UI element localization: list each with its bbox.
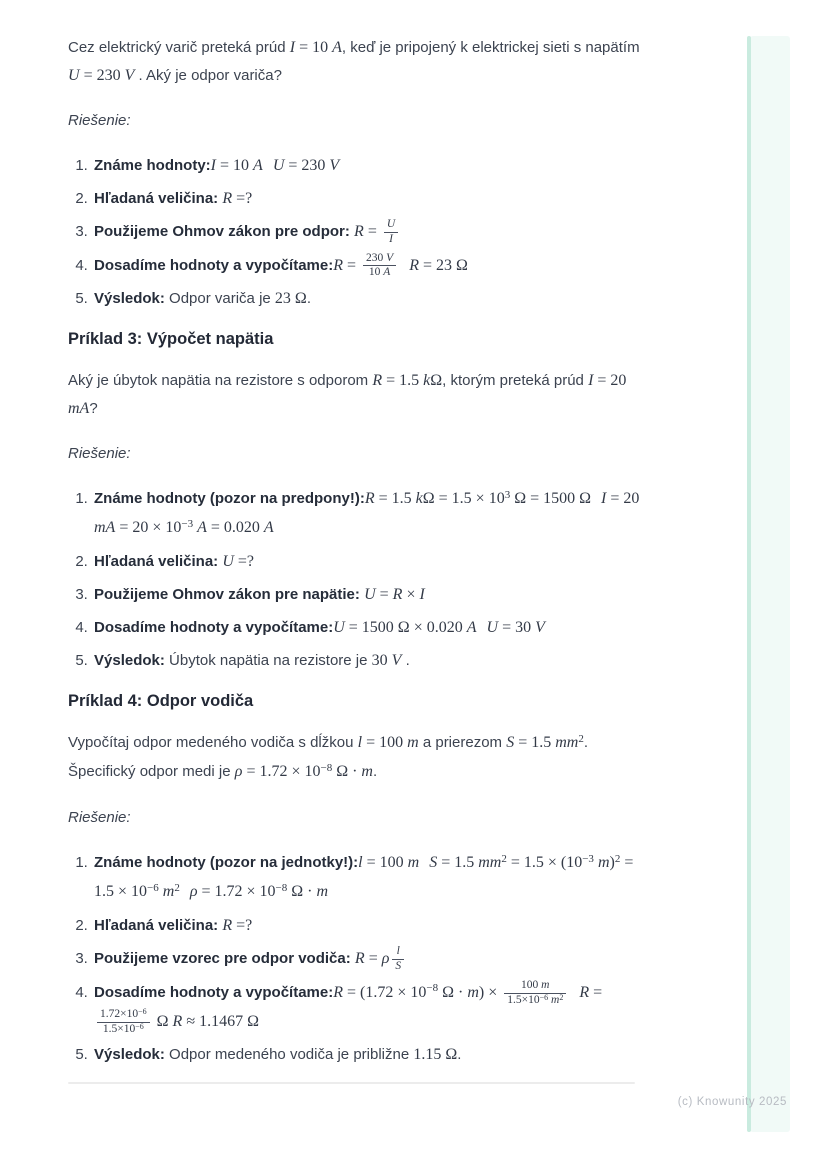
math-run: ≈ 1.1467 Ω — [182, 1012, 259, 1030]
math-run: Ω = 1.5 × 10 — [422, 490, 505, 508]
math-run: = 1.5 — [514, 734, 556, 752]
math-run: I — [210, 157, 216, 174]
math-run: R — [222, 917, 233, 935]
math-run: R — [172, 1012, 183, 1030]
paragraph — [68, 367, 640, 423]
math-run: R — [579, 983, 590, 1001]
text-run: , ktorým preteká prúd — [442, 372, 589, 390]
fraction — [363, 252, 396, 281]
fraction-denominator — [504, 994, 566, 1008]
math-run: l — [357, 734, 363, 752]
math-run: = 20 × 10 — [115, 519, 182, 537]
math-run: k — [423, 372, 431, 390]
math-run: = (1.72 × 10 — [343, 983, 427, 1001]
step-item — [92, 945, 640, 974]
math-run: mm — [555, 734, 579, 752]
step-item — [92, 979, 640, 1037]
math-run: m — [407, 854, 420, 872]
math-run: −3 — [582, 852, 594, 865]
math-run: I — [588, 372, 594, 390]
bold-text-run: Hľadaná veličina: — [94, 917, 223, 935]
math-run: R — [333, 256, 343, 274]
math-run: U — [222, 553, 234, 571]
math-run: Ω = 1500 Ω — [510, 490, 591, 508]
fraction-numerator — [97, 1008, 150, 1023]
solution-label — [68, 440, 640, 468]
math-run: 2 — [501, 852, 507, 865]
math-run: = — [589, 983, 603, 1001]
math-run: Ω · — [287, 883, 317, 901]
math-run: S — [395, 959, 402, 972]
steps-list — [68, 152, 640, 313]
math-run: = — [364, 950, 382, 968]
math-run: 2 — [578, 732, 584, 745]
math-run: 23 Ω — [274, 290, 307, 308]
math-run: 100 — [521, 978, 542, 991]
step-item — [92, 1041, 640, 1069]
math-run: −8 — [275, 881, 288, 894]
steps-list — [68, 849, 640, 1069]
math-run: I — [289, 39, 296, 56]
math-run: U — [364, 586, 376, 604]
math-run: =? — [232, 190, 253, 207]
document-content — [68, 34, 640, 1083]
math-run: 1.5×10 — [507, 993, 540, 1006]
math-run: mA — [94, 519, 116, 537]
math-run: A — [263, 519, 274, 537]
math-run: R — [333, 983, 343, 1001]
divider — [68, 1082, 635, 1084]
math-run: × — [402, 586, 420, 604]
example-heading — [68, 327, 640, 351]
math-run: = 1.72 × 10 — [197, 883, 276, 901]
footer-credit: (c) Knowunity 2025 — [677, 1096, 787, 1108]
math-run: =? — [232, 917, 253, 935]
text-run: Príklad 4: Odpor vodiča — [68, 692, 254, 711]
solution-label — [68, 107, 640, 135]
math-run: −6 — [147, 881, 159, 894]
math-run: k — [415, 490, 423, 508]
math-run: R — [364, 490, 375, 508]
step-item — [92, 581, 640, 609]
math-run: = 100 — [362, 734, 408, 752]
math-run: = 20 — [593, 372, 627, 390]
bold-text-run: Použijeme Ohmov zákon pre odpor: — [94, 223, 355, 241]
math-run: R — [354, 223, 364, 241]
step-item — [92, 647, 640, 675]
math-run: I — [601, 490, 607, 508]
text-run: Riešenie: — [68, 445, 131, 463]
math-run: V — [535, 619, 545, 637]
math-run: mA — [68, 400, 90, 418]
paragraph — [68, 34, 640, 90]
text-run: . Aký je odpor variča? — [134, 67, 282, 84]
math-run: R — [354, 950, 365, 968]
math-run: = 230 — [284, 157, 330, 174]
step-item — [92, 548, 640, 576]
math-run: = 1.5 × 10 — [94, 854, 634, 901]
math-run: m — [597, 854, 610, 872]
math-run: A — [253, 157, 263, 174]
step-item — [92, 849, 640, 907]
math-run: = 1.5 — [437, 854, 479, 872]
text-run: , keď je pripojený k elektrickej sieti s napätím — [341, 39, 640, 56]
math-run: 1.5×10 — [102, 1022, 136, 1035]
example-heading — [68, 689, 640, 713]
text-run: Príklad 3: Výpočet napätia — [68, 330, 274, 349]
math-run: = — [363, 223, 381, 241]
math-run: Ω — [430, 372, 443, 390]
text-run: . — [372, 763, 378, 781]
fraction-numerator — [504, 979, 566, 994]
step-item — [92, 614, 640, 642]
math-run: A — [383, 266, 391, 279]
fraction — [504, 979, 566, 1008]
bold-text-run: Výsledok: — [94, 652, 170, 670]
math-run: −8 — [320, 761, 333, 774]
text-run: Riešenie: — [68, 809, 131, 827]
math-run: = 1.5 × — [506, 854, 561, 872]
math-run: I — [389, 232, 393, 245]
math-run: 3 — [504, 488, 511, 501]
math-run: V — [124, 67, 135, 84]
math-run: 2 — [174, 881, 180, 894]
math-run: l — [396, 945, 400, 958]
math-run: U — [68, 67, 80, 84]
bold-text-run: Známe hodnoty: — [94, 157, 211, 174]
math-run: S — [506, 734, 515, 752]
step-item — [92, 285, 640, 313]
math-run: m — [467, 983, 479, 1001]
math-run: ) × — [478, 983, 502, 1001]
step-item — [92, 485, 640, 543]
math-run: (10 — [560, 854, 583, 872]
text-run: . Špecifický odpor medi je — [68, 734, 589, 781]
math-run: m — [541, 978, 550, 991]
math-run: = 230 — [79, 67, 125, 84]
step-item — [92, 152, 640, 180]
fraction-numerator — [384, 218, 398, 233]
math-run: V — [391, 652, 402, 670]
text-run: Odpor variča je — [169, 290, 275, 308]
step-item — [92, 912, 640, 940]
math-run: = 10 — [216, 157, 254, 174]
math-run: U — [486, 619, 499, 637]
math-run: R — [222, 190, 233, 207]
math-run: m — [361, 763, 373, 781]
math-run: R — [392, 586, 403, 604]
bold-text-run: Hľadaná veličina: — [94, 553, 223, 571]
math-run: 30 — [371, 652, 392, 670]
math-run: 10 — [368, 266, 384, 279]
math-run: m — [407, 734, 419, 752]
step-item — [92, 252, 640, 281]
step-item — [92, 185, 640, 213]
text-run: Riešenie: — [68, 112, 131, 129]
bold-text-run: Dosadíme hodnoty a vypočítame: — [94, 619, 334, 637]
step-item — [92, 218, 640, 247]
bold-text-run: Známe hodnoty (pozor na jednotky!): — [94, 854, 359, 872]
text-run: ? — [89, 400, 98, 418]
fraction-numerator — [392, 945, 404, 960]
paragraph — [68, 729, 640, 787]
math-run: U — [386, 218, 396, 230]
bold-text-run: Dosadíme hodnoty a vypočítame: — [94, 256, 334, 274]
math-run: m — [162, 883, 175, 901]
math-run: A — [197, 519, 207, 537]
math-run: Ω · — [438, 983, 468, 1001]
math-run: Ω · — [332, 763, 362, 781]
text-run: . — [457, 1046, 462, 1064]
bold-text-run: Použijeme vzorec pre odpor vodiča: — [94, 950, 355, 968]
bold-text-run: Hľadaná veličina: — [94, 190, 223, 207]
math-run: mm — [478, 854, 502, 872]
text-run: Cez elektrický varič preteká prúd — [68, 39, 290, 56]
math-run: −3 — [181, 517, 194, 530]
math-run: U — [333, 619, 345, 637]
text-run: Odpor medeného vodiča je približne — [169, 1046, 414, 1064]
math-run: A — [466, 619, 477, 637]
math-run: −6 — [138, 1006, 147, 1016]
fraction-denominator — [392, 960, 404, 974]
bold-text-run: Dosadíme hodnoty a vypočítame: — [94, 983, 334, 1001]
text-run: Úbytok napätia na rezistore je — [169, 652, 372, 670]
math-run: −6 — [539, 992, 549, 1002]
steps-list — [68, 485, 640, 675]
accent-bar — [747, 36, 751, 1132]
text-run: a prierezom — [418, 734, 507, 752]
math-run: = — [343, 256, 361, 274]
bold-text-run: Známe hodnoty (pozor na predpony!): — [94, 490, 365, 508]
text-run: Aký je úbytok napätia na rezistore s odporom — [68, 372, 373, 390]
math-run: =? — [233, 553, 255, 571]
math-run: V — [386, 251, 394, 264]
math-run: R — [409, 256, 419, 274]
math-run: m — [551, 993, 560, 1006]
math-run: l — [358, 854, 363, 872]
math-run: = 1.5 — [374, 490, 416, 508]
math-run: −6 — [135, 1021, 144, 1031]
math-run: R — [372, 372, 383, 390]
math-run: = 1.5 — [382, 372, 424, 390]
math-run: I — [419, 586, 425, 604]
math-run: m — [316, 883, 329, 901]
math-run: = 100 — [362, 854, 408, 872]
fraction-numerator — [363, 252, 396, 267]
bold-text-run: Výsledok: — [94, 1046, 170, 1064]
math-run: −8 — [426, 982, 439, 995]
math-run: = 0.020 — [206, 519, 264, 537]
fraction-denominator — [363, 266, 396, 280]
math-run: V — [329, 157, 340, 174]
math-run: ρ — [234, 763, 243, 781]
math-run: ρ — [381, 950, 390, 968]
math-run: 1.72×10 — [100, 1007, 139, 1020]
bold-text-run: Použijeme Ohmov zákon pre napätie: — [94, 586, 365, 604]
text-run: Vypočítaj odpor medeného vodiča s dĺžkou — [68, 734, 358, 752]
math-run: = — [375, 586, 393, 604]
bold-text-run: Výsledok: — [94, 290, 170, 308]
solution-label — [68, 804, 640, 832]
fraction — [392, 945, 404, 974]
math-run: 2 — [559, 992, 564, 1002]
math-run: A — [332, 39, 342, 56]
math-run: = 10 — [295, 39, 333, 56]
accent-panel — [750, 36, 790, 1132]
math-run: = 23 Ω — [418, 256, 468, 274]
fraction — [97, 1008, 150, 1037]
fraction — [384, 218, 398, 247]
text-run: . — [401, 652, 410, 670]
math-run: ) — [609, 854, 615, 872]
math-run: Ω — [152, 1012, 173, 1030]
text-run: . — [306, 290, 311, 308]
math-run: 230 — [366, 251, 387, 264]
math-run: U — [272, 157, 285, 174]
math-run: 1.15 Ω — [413, 1046, 458, 1064]
fraction-denominator — [384, 233, 398, 247]
fraction-denominator — [97, 1023, 150, 1037]
math-run: = 1500 Ω × 0.020 — [344, 619, 467, 637]
math-run: = 1.72 × 10 — [242, 763, 321, 781]
math-run: ρ — [189, 883, 198, 901]
math-run: 2 — [614, 852, 621, 865]
math-run: = 30 — [498, 619, 536, 637]
math-run: = 20 — [606, 490, 640, 508]
math-run: S — [429, 854, 438, 872]
